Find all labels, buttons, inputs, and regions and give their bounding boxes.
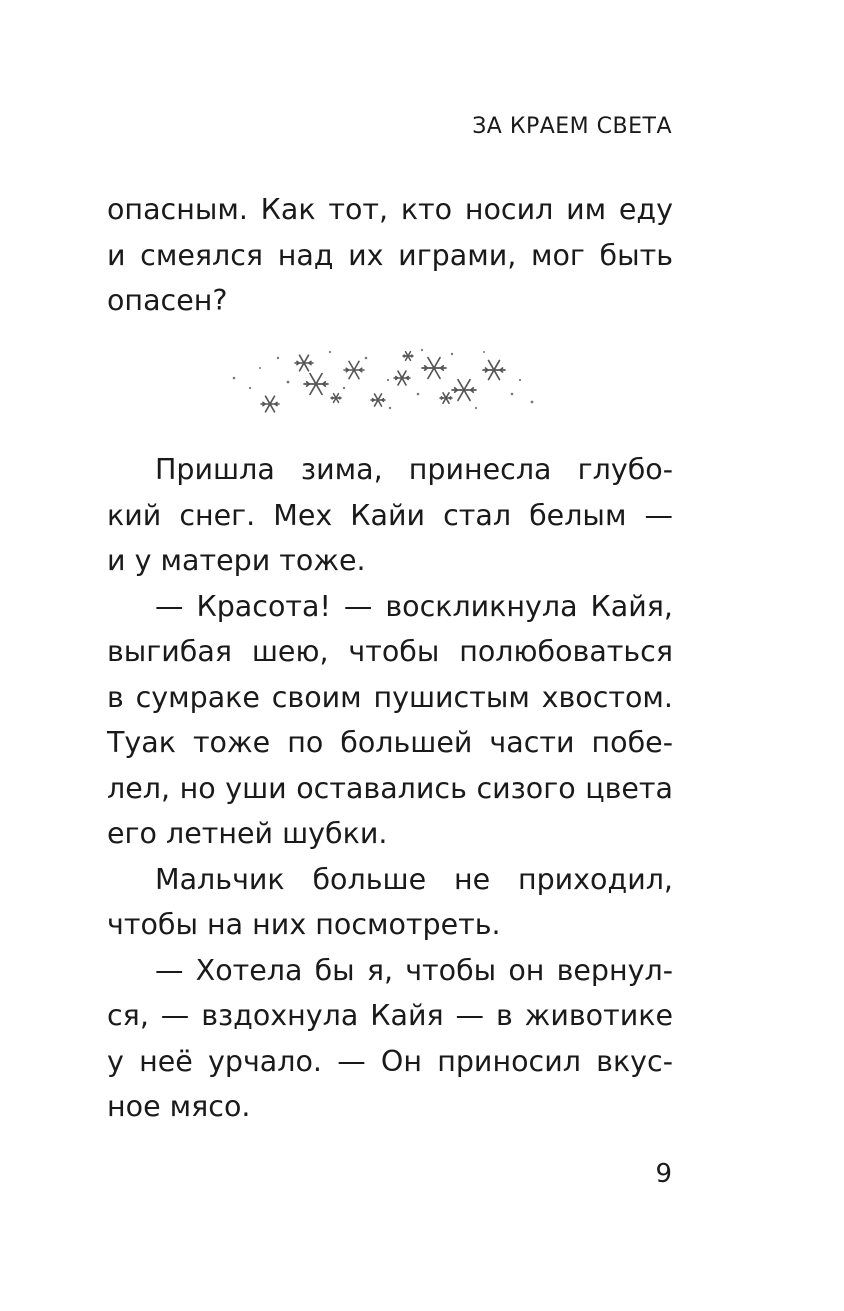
- text-line: его летней шубки.: [107, 817, 388, 850]
- text-line: ся, — вздохнула Кайя — в животике: [107, 999, 673, 1032]
- running-title: ЗА КРАЕМ СВЕТА: [472, 114, 672, 139]
- text-line: и у матери тоже.: [107, 544, 366, 577]
- snowflakes-ornament-icon: [212, 336, 552, 418]
- text-line: опасным. Как тот, кто носил им еду: [107, 193, 673, 226]
- paragraph-group: [107, 447, 673, 1130]
- text-line: опасен?: [107, 284, 228, 317]
- text-line: кий снег. Мех Кайи стал белым —: [107, 498, 673, 532]
- text-line: лел, но уши оставались сизого цвета: [107, 771, 673, 805]
- text-line: ное мясо.: [107, 1090, 251, 1123]
- text-line: выгибая шею, чтобы полюбоваться: [107, 635, 673, 668]
- text-line: Мальчик больше не приходил,: [155, 862, 673, 896]
- text-line: чтобы на них посмотреть.: [107, 908, 501, 941]
- page-number: 9: [655, 1159, 672, 1189]
- text-line: в сумраке своим пушистым хвостом.: [107, 680, 673, 714]
- text-line: у неё урчало. — Он приносил вкус-: [107, 1044, 673, 1078]
- text-line: Пришла зима, принесла глубо-: [155, 453, 673, 486]
- paragraph-continuation: [107, 187, 673, 324]
- text-line: — Красота! — воскликнула Кайя,: [155, 589, 673, 623]
- text-line: и смеялся над их играми, мог быть: [107, 238, 673, 272]
- text-line: Туак тоже по большей части побе-: [107, 726, 673, 759]
- text-line: — Хотела бы я, чтобы он вернул-: [155, 953, 673, 987]
